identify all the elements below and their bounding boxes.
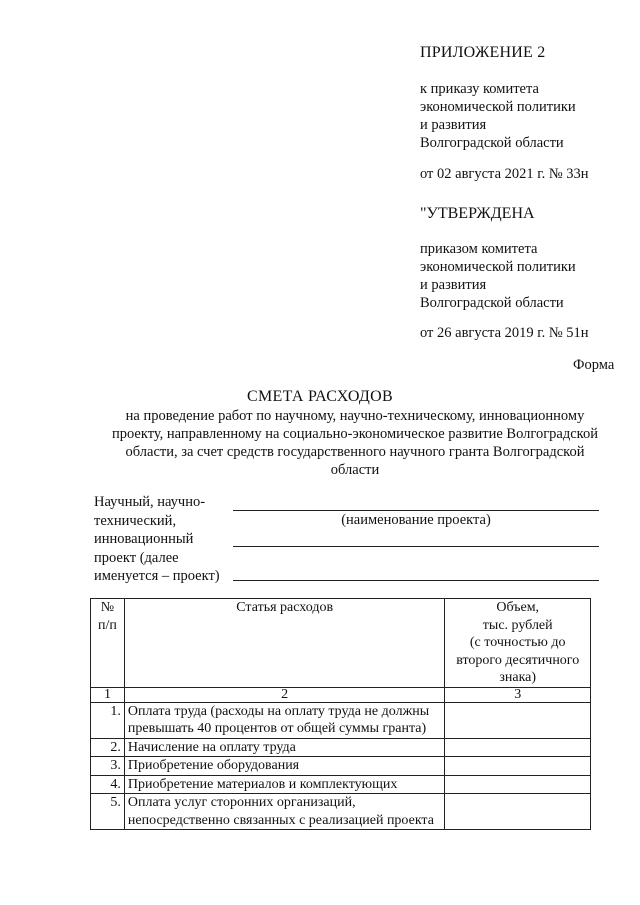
subtitle-line: на проведение работ по научному, научно-техническому, инновационному — [125, 408, 585, 424]
row-name: Оплата труда (расходы на оплату труда не должны превышать 40 процентов от общей суммы гранта) — [124, 702, 445, 738]
project-name-caption: (наименование проекта) — [341, 512, 491, 528]
row-volume[interactable] — [445, 794, 591, 830]
index-cell: 1 — [91, 687, 125, 702]
appendix-line: к приказу комитета — [420, 81, 539, 97]
subtitle-line: области, за счет средств государственного научного гранта Волгоградской — [125, 444, 585, 460]
header-volume: Объем, тыс. рублей (с точностью до второго десятичного знака) — [445, 599, 591, 688]
project-name-line[interactable] — [233, 546, 599, 547]
row-volume[interactable] — [445, 702, 591, 738]
approved-line: экономической политики — [420, 259, 576, 275]
project-label-line: именуется – проект) — [94, 568, 220, 584]
approved-line: Волгоградской области — [420, 295, 564, 311]
appendix-title: ПРИЛОЖЕНИЕ 2 — [420, 44, 546, 61]
project-label — [94, 493, 234, 586]
appendix-line: и развития — [420, 117, 487, 133]
row-num: 3. — [91, 757, 125, 776]
approved-line: и развития — [420, 277, 487, 293]
header-name: Статья расходов — [124, 599, 445, 688]
row-num: 1. — [91, 702, 125, 738]
header-num: № п/п — [91, 599, 125, 688]
approved-title: "УТВЕРЖДЕНА — [420, 205, 535, 222]
row-name: Приобретение материалов и комплектующих — [124, 775, 445, 794]
table-index-row — [91, 687, 591, 702]
row-num: 5. — [91, 794, 125, 830]
row-num: 4. — [91, 775, 125, 794]
index-cell: 2 — [124, 687, 445, 702]
row-num: 2. — [91, 738, 125, 757]
row-volume[interactable] — [445, 775, 591, 794]
table-row — [91, 738, 591, 757]
row-name: Приобретение оборудования — [124, 757, 445, 776]
index-cell: 3 — [445, 687, 591, 702]
appendix-line: экономической политики — [420, 99, 576, 115]
project-label-line: Научный, научно- — [94, 494, 206, 510]
subtitle-line: области — [330, 462, 380, 478]
table-row — [91, 775, 591, 794]
approved-line: приказом комитета — [420, 241, 538, 257]
row-volume[interactable] — [445, 738, 591, 757]
table-row — [91, 702, 591, 738]
table-row — [91, 794, 591, 830]
form-label: Форма — [573, 357, 615, 373]
approved-date: от 26 августа 2019 г. № 51н — [420, 325, 589, 341]
table-row — [91, 757, 591, 776]
document-subtitle — [90, 407, 620, 479]
row-name: Оплата услуг сторонних организаций, непосредственно связанных с реализацией проекта — [124, 794, 445, 830]
project-label-line: инновационный — [94, 531, 194, 547]
appendix-line: Волгоградской области — [420, 135, 564, 151]
table-header-row — [91, 599, 591, 688]
project-name-line[interactable] — [233, 510, 599, 511]
row-volume[interactable] — [445, 757, 591, 776]
project-label-line: технический, — [94, 512, 177, 529]
project-label-line: проект (далее — [94, 549, 179, 566]
budget-table — [90, 598, 591, 830]
row-name: Начисление на оплату труда — [124, 738, 445, 757]
document-title: СМЕТА РАСХОДОВ — [247, 388, 393, 405]
appendix-date: от 02 августа 2021 г. № 33н — [420, 166, 589, 182]
project-name-line[interactable] — [233, 580, 599, 581]
subtitle-line: проекту, направленному на социально-экономическое развитие Волгоградской — [111, 426, 599, 442]
